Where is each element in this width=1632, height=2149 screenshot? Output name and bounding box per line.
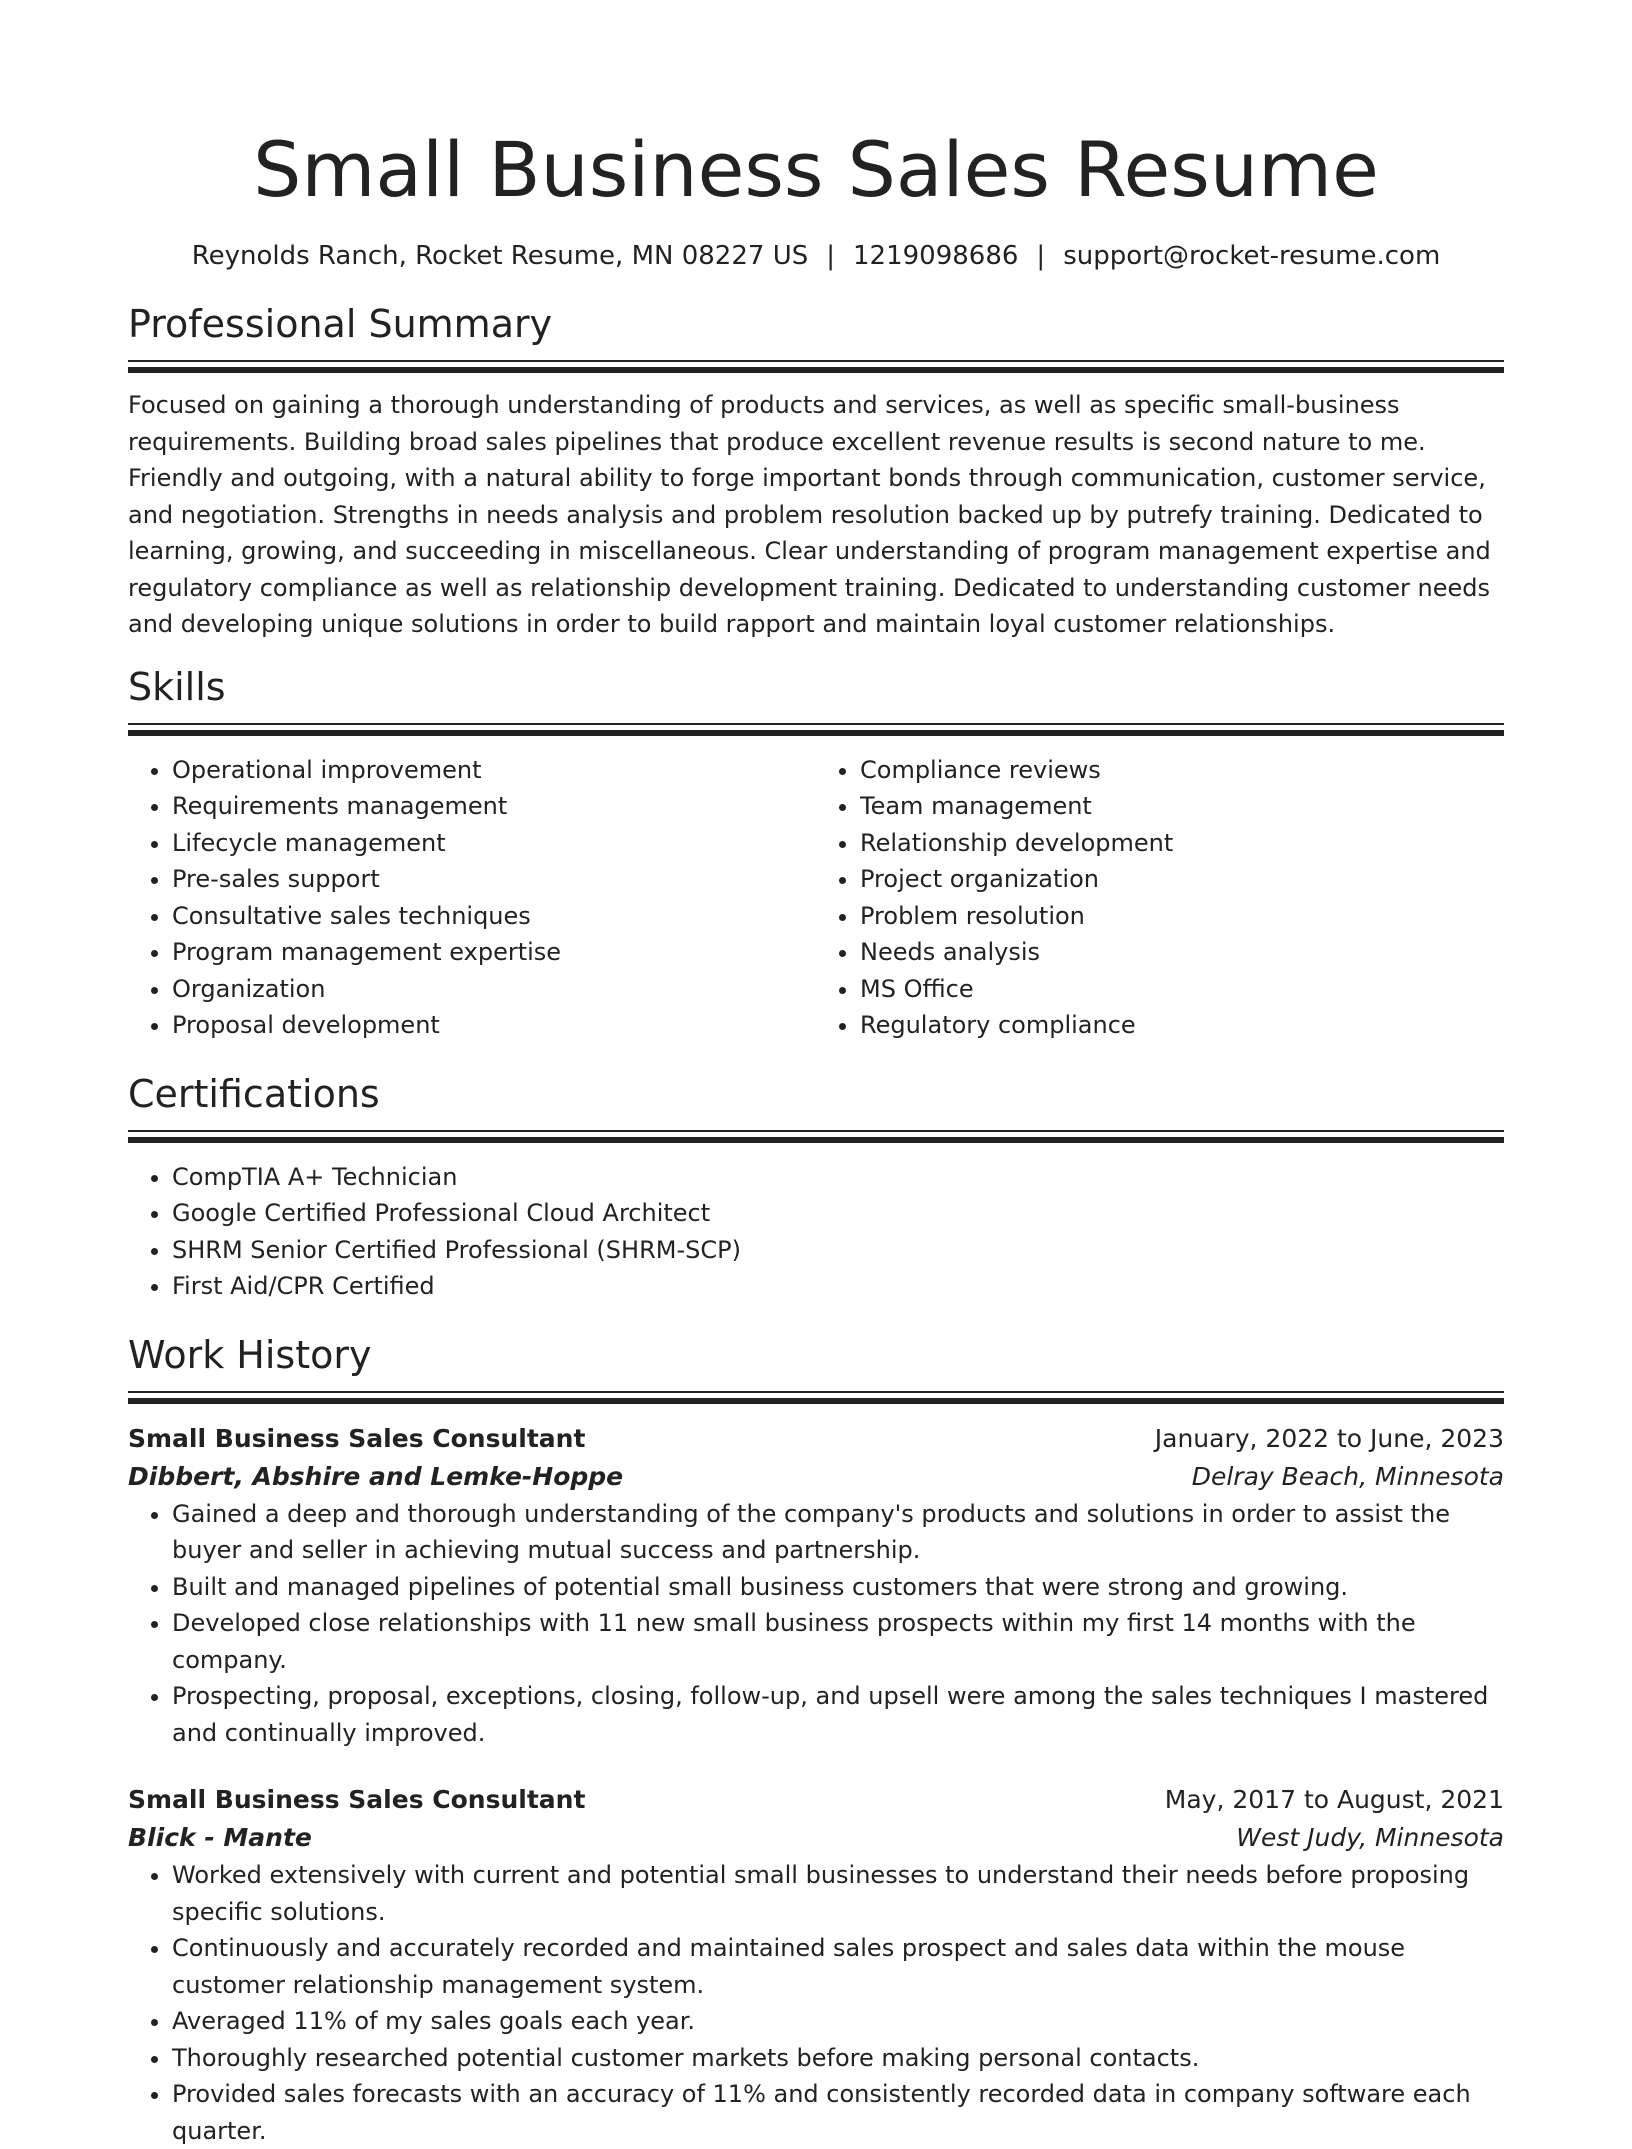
skill-item: • Problem resolution [860, 898, 1504, 935]
section-divider [128, 1130, 1504, 1143]
job-bullet: • Developed close relationships with 11 new small business prospects within my first 14 months with the company. [172, 1605, 1504, 1678]
contact-email[interactable]: support@rocket-resume.com [1063, 241, 1440, 271]
certification-item: • SHRM Senior Certified Professional (SHRM-SCP) [172, 1232, 1504, 1269]
skill-item: • Relationship development [860, 825, 1504, 862]
work-history-heading: Work History [128, 1331, 1504, 1379]
job-location: Delray Beach, Minnesota [1192, 1458, 1504, 1496]
job-bullets [128, 1496, 1504, 1752]
skill-item: • Team management [860, 788, 1504, 825]
certifications-heading: Certifications [128, 1070, 1504, 1118]
skills-right-column [816, 752, 1504, 1044]
job-entry [128, 1781, 1504, 2149]
certification-item: • First Aid/CPR Certified [172, 1268, 1504, 1305]
skill-item: • Program management expertise [172, 934, 816, 971]
skill-item: • Operational improvement [172, 752, 816, 789]
job-bullet: • Averaged 11% of my sales goals each year. [172, 2003, 1504, 2040]
certification-item: • CompTIA A+ Technician [172, 1159, 1504, 1196]
summary-section [128, 300, 1504, 643]
job-bullet: • Built and managed pipelines of potential small business customers that were strong and growing. [172, 1569, 1504, 1606]
summary-text: Focused on gaining a thorough understanding of products and services, as well as specific small-business requirements. Building broad sales pipelines that produce excellent revenue results is second nature to me. Friendly and outgoing, with a natural ability to forge important bonds through communication, customer service, and negotiation. Strengths in needs analysis and problem resolution backed up by putrefy training. Dedicated to learning, growing, and succeeding in miscellaneous. Clear understanding of program management expertise and regulatory compliance as well as relationship development training. Dedicated to understanding customer needs and developing unique solutions in order to build rapport and maintain loyal customer relationships. [128, 387, 1504, 643]
skills-section [128, 663, 1504, 1044]
resume-title: Small Business Sales Resume [128, 0, 1504, 222]
summary-heading: Professional Summary [128, 300, 1504, 348]
job-location: West Judy, Minnesota [1236, 1819, 1504, 1857]
work-history-section [128, 1331, 1504, 2149]
certification-item: • Google Certified Professional Cloud Architect [172, 1195, 1504, 1232]
contact-separator: | [1036, 238, 1045, 274]
job-company: Blick - Mante [128, 1819, 312, 1857]
job-dates: May, 2017 to August, 2021 [1165, 1781, 1504, 1819]
job-dates: January, 2022 to June, 2023 [1155, 1420, 1504, 1458]
skill-item: • MS Office [860, 971, 1504, 1008]
job-company: Dibbert, Abshire and Lemke-Hoppe [128, 1458, 623, 1496]
skill-item: • Needs analysis [860, 934, 1504, 971]
job-bullet: • Gained a deep and thorough understanding of the company's products and solutions in order to assist the buyer and seller in achieving mutual success and partnership. [172, 1496, 1504, 1569]
certifications-section [128, 1070, 1504, 1305]
job-bullet: • Thoroughly researched potential customer markets before making personal contacts. [172, 2040, 1504, 2077]
job-bullet: • Prospecting, proposal, exceptions, closing, follow-up, and upsell were among the sales techniques I mastered and continually improved. [172, 1678, 1504, 1751]
job-title: Small Business Sales Consultant [128, 1420, 585, 1458]
contact-phone: 1219098686 [853, 241, 1018, 271]
skill-item: • Compliance reviews [860, 752, 1504, 789]
section-divider [128, 360, 1504, 373]
skills-heading: Skills [128, 663, 1504, 711]
contact-line [128, 238, 1504, 274]
job-bullet: • Worked extensively with current and potential small businesses to understand their needs before proposing specific solutions. [172, 1857, 1504, 1930]
skills-left-column [128, 752, 816, 1044]
job-bullet: • Provided sales forecasts with an accuracy of 11% and consistently recorded data in company software each quarter. [172, 2076, 1504, 2149]
skill-item: • Consultative sales techniques [172, 898, 816, 935]
contact-separator: | [826, 238, 835, 274]
skill-item: • Lifecycle management [172, 825, 816, 862]
skill-item: • Regulatory compliance [860, 1007, 1504, 1044]
skill-item: • Proposal development [172, 1007, 816, 1044]
skill-item: • Requirements management [172, 788, 816, 825]
job-bullets [128, 1857, 1504, 2149]
job-bullet: • Continuously and accurately recorded and maintained sales prospect and sales data within the mouse customer relationship management system. [172, 1930, 1504, 2003]
section-divider [128, 1391, 1504, 1404]
skills-columns [128, 752, 1504, 1044]
job-entry [128, 1420, 1504, 1752]
certifications-list [128, 1159, 1504, 1305]
section-divider [128, 723, 1504, 736]
skill-item: • Organization [172, 971, 816, 1008]
job-title: Small Business Sales Consultant [128, 1781, 585, 1819]
contact-address: Reynolds Ranch, Rocket Resume, MN 08227 US [192, 241, 809, 271]
skill-item: • Pre-sales support [172, 861, 816, 898]
skill-item: • Project organization [860, 861, 1504, 898]
